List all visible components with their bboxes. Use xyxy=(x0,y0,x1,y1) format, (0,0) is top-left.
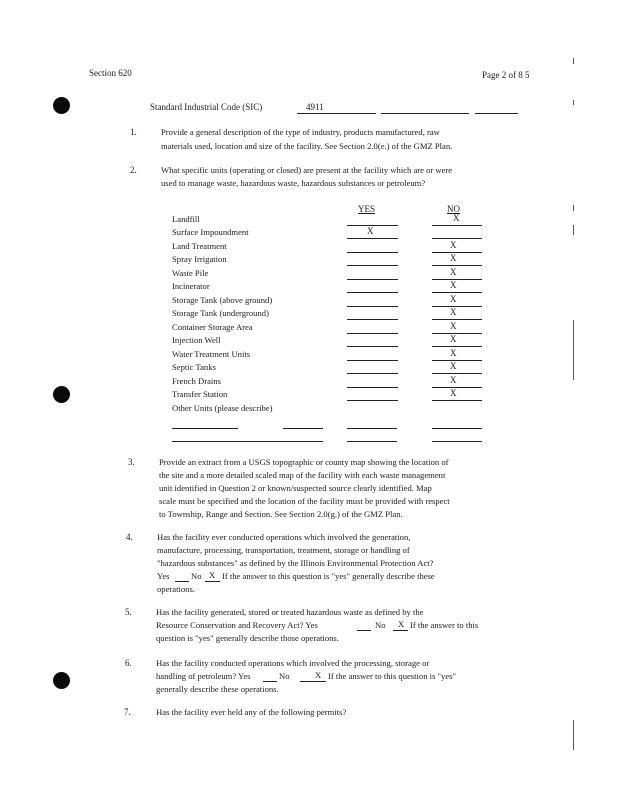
q4-yes-label: Yes xyxy=(157,571,170,581)
q4-no-mark[interactable]: X xyxy=(209,570,216,580)
q6-text-line: Has the facility conducted operations which involved the processing, storage or xyxy=(156,658,430,668)
no-mark: X xyxy=(450,334,457,344)
unit-label: Storage Tank (underground) xyxy=(172,308,269,318)
other-units-line xyxy=(172,428,238,429)
q3-text-line: the site and a more detailed scaled map of the facility with each waste management xyxy=(159,470,446,480)
no-answer-line[interactable] xyxy=(432,319,482,320)
q4-no-blank xyxy=(205,581,220,582)
q6-no-label: No xyxy=(279,671,290,681)
q6-number: 6. xyxy=(125,658,132,668)
yes-answer-line[interactable] xyxy=(347,238,398,239)
q5-text-line: Has the facility generated, stored or treated hazardous waste as defined by the xyxy=(156,607,424,617)
q4-number: 4. xyxy=(126,532,133,542)
q4-yes-blank[interactable] xyxy=(175,581,189,582)
no-mark: X xyxy=(450,267,457,277)
no-mark: X xyxy=(450,280,457,290)
binder-hole-middle xyxy=(53,386,70,403)
q3-text-line: unit identified in Question 2 or known/suspected source clearly identified. Map xyxy=(159,483,432,493)
unit-label: Landfill xyxy=(172,214,200,224)
yes-answer-line[interactable] xyxy=(347,400,398,401)
no-mark: X xyxy=(453,213,460,223)
yes-answer-line[interactable] xyxy=(347,292,398,293)
yes-mark: X xyxy=(367,226,374,236)
yes-answer-line[interactable] xyxy=(347,265,398,266)
no-answer-line[interactable] xyxy=(432,387,482,388)
other-units-line xyxy=(432,428,482,429)
q3-text-line: to Township, Range and Section. See Section 2.0(g.) of the GMZ Plan. xyxy=(159,509,403,519)
q4-text-line: "hazardous substances" as defined by the Illinois Environmental Protection Act? xyxy=(157,558,434,568)
q6-no-mark[interactable]: X xyxy=(315,670,322,680)
no-mark: X xyxy=(450,294,457,304)
no-mark: X xyxy=(450,240,457,250)
q2-number: 2. xyxy=(130,165,137,175)
q5-number: 5. xyxy=(125,607,132,617)
q5-text-line: If the answer to this xyxy=(410,620,479,630)
no-answer-line[interactable] xyxy=(432,292,482,293)
sic-label: Standard Industrial Code (SIC) xyxy=(150,102,263,112)
scan-mark xyxy=(573,225,574,235)
q5-no-label: No xyxy=(375,620,386,630)
unit-label: Injection Well xyxy=(172,335,221,345)
q4-text-line: If the answer to this question is "yes" generally describe these xyxy=(222,571,435,581)
q3-text-line: scale must be specified and the location of the facility must be provided with respect xyxy=(159,496,450,506)
no-mark: X xyxy=(450,253,457,263)
no-answer-line[interactable] xyxy=(432,306,482,307)
unit-label: Land Treatment xyxy=(172,241,227,251)
yes-answer-line[interactable] xyxy=(347,279,398,280)
q4-text-line: operations. xyxy=(157,584,195,594)
no-answer-line[interactable] xyxy=(432,252,482,253)
no-column-header: NO xyxy=(447,204,460,214)
binder-hole-bottom xyxy=(53,672,70,689)
no-mark: X xyxy=(450,388,457,398)
q7-text-line: Has the facility ever held any of the following permits? xyxy=(156,707,347,717)
no-mark: X xyxy=(450,321,457,331)
sic-underline xyxy=(381,113,469,114)
q6-no-blank xyxy=(300,681,326,682)
no-answer-line[interactable] xyxy=(432,360,482,361)
q4-no-label: No xyxy=(191,571,202,581)
no-answer-line[interactable] xyxy=(432,265,482,266)
yes-answer-line[interactable] xyxy=(347,252,398,253)
other-units-line xyxy=(283,428,323,429)
yes-answer-line[interactable] xyxy=(347,306,398,307)
yes-answer-line[interactable] xyxy=(347,346,398,347)
unit-label: Transfer Station xyxy=(172,389,228,399)
q6-yes-blank[interactable] xyxy=(263,681,277,682)
unit-label: Incinerator xyxy=(172,281,210,291)
sic-underline xyxy=(297,113,376,114)
yes-answer-line[interactable] xyxy=(347,333,398,334)
q5-text-line: Resource Conservation and Recovery Act? Yes xyxy=(156,620,318,630)
scan-mark xyxy=(573,205,574,211)
unit-label: Container Storage Area xyxy=(172,322,253,332)
yes-column-header: YES xyxy=(358,204,376,214)
q3-text-line: Provide an extract from a USGS topographic or county map showing the location of xyxy=(159,457,449,467)
q5-text-line: question is "yes" generally describe those operations. xyxy=(156,633,339,643)
no-mark: X xyxy=(450,361,457,371)
q6-text-line: generally describe these operations. xyxy=(156,684,279,694)
yes-answer-line[interactable] xyxy=(347,360,398,361)
q1-text-line: materials used, location and size of the facility. See Section 2.0(e.) of the GMZ Plan. xyxy=(161,141,453,151)
q6-text-line: If the answer to this question is "yes" xyxy=(328,671,457,681)
page-number: Page 2 of 8 5 xyxy=(482,70,530,80)
yes-answer-line[interactable] xyxy=(347,319,398,320)
other-units-line xyxy=(432,441,482,442)
other-units-label: Other Units (please describe) xyxy=(172,403,273,413)
no-answer-line[interactable] xyxy=(432,400,482,401)
no-mark: X xyxy=(450,348,457,358)
yes-answer-line[interactable] xyxy=(347,373,398,374)
scan-mark xyxy=(573,100,574,105)
q5-no-mark[interactable]: X xyxy=(398,619,405,629)
other-units-line xyxy=(347,428,397,429)
q7-number: 7. xyxy=(124,707,131,717)
no-answer-line[interactable] xyxy=(432,279,482,280)
scan-mark xyxy=(573,58,574,64)
sic-underline xyxy=(475,113,518,114)
no-mark: X xyxy=(450,375,457,385)
q5-no-blank xyxy=(393,630,408,631)
other-units-line xyxy=(347,441,397,442)
unit-label: French Drains xyxy=(172,376,221,386)
unit-label: Septic Tanks xyxy=(172,362,216,372)
q3-number: 3. xyxy=(128,457,135,467)
unit-label: Surface Impoundment xyxy=(172,227,249,237)
q2-text-line: used to manage waste, hazardous waste, hazardous substances or petroleum? xyxy=(161,178,426,188)
q2-text-line: What specific units (operating or closed) are present at the facility which are or were xyxy=(161,165,453,175)
q1-text-line: Provide a general description of the type of industry, products manufactured, raw xyxy=(161,127,440,137)
no-answer-line[interactable] xyxy=(432,333,482,334)
no-mark: X xyxy=(450,307,457,317)
unit-label: Water Treatment Units xyxy=(172,349,251,359)
other-units-line xyxy=(172,441,323,442)
yes-answer-line[interactable] xyxy=(347,387,398,388)
q4-text-line: Has the facility ever conducted operations which involved the generation, xyxy=(157,532,411,542)
unit-label: Spray Irrigation xyxy=(172,254,227,264)
q5-yes-blank[interactable] xyxy=(357,630,371,631)
no-answer-line[interactable] xyxy=(432,225,482,226)
q6-text-line: handling of petroleum? Yes xyxy=(156,671,251,681)
no-answer-line[interactable] xyxy=(432,238,482,239)
scan-mark xyxy=(573,320,574,380)
q1-number: 1. xyxy=(130,127,137,137)
no-answer-line[interactable] xyxy=(432,373,482,374)
binder-hole-top xyxy=(53,97,70,114)
sic-value[interactable]: 4911 xyxy=(306,102,324,112)
no-answer-line[interactable] xyxy=(432,346,482,347)
q4-text-line: manufacture, processing, transportation, treatment, storage or handling of xyxy=(157,545,410,555)
unit-label: Storage Tank (above ground) xyxy=(172,295,273,305)
scan-mark xyxy=(573,720,574,750)
unit-label: Waste Pile xyxy=(172,268,209,278)
section-label: Section 620 xyxy=(89,68,132,78)
